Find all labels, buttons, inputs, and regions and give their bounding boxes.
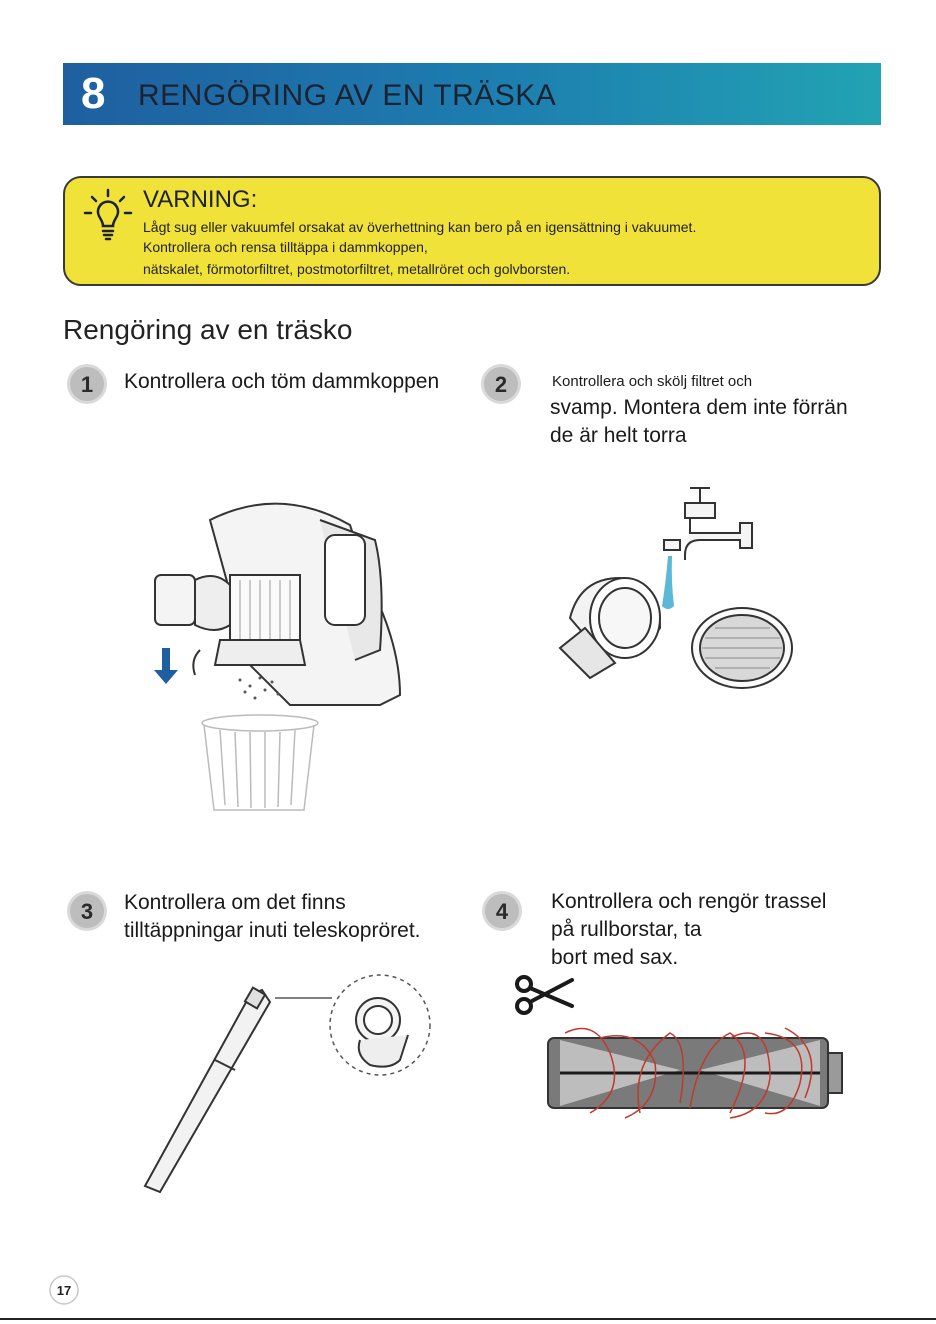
page-bottom-rule xyxy=(0,1318,936,1320)
section-number: 8 xyxy=(81,69,106,118)
step-1-text: Kontrollera och töm dammkoppen xyxy=(124,370,440,393)
warning-box xyxy=(63,176,881,286)
subsection-title: Rengöring av en träsko xyxy=(63,314,353,345)
step-2-text-line-2: svamp. Montera dem inte förrän xyxy=(550,396,848,419)
step-4-text-line-1: Kontrollera och rengör trassel xyxy=(551,890,827,913)
step-3-text-line-2: tilltäppningar inuti teleskopröret. xyxy=(124,919,421,942)
step-4-text-line-3: bort med sax. xyxy=(551,946,679,969)
page-number-badge xyxy=(48,1274,80,1306)
step-2-badge xyxy=(479,362,523,406)
step-4-text-line-2: på rullborstar, ta xyxy=(551,918,702,941)
step-1-badge xyxy=(65,362,109,406)
section-banner xyxy=(63,63,881,125)
telescopic-tube-illustration xyxy=(100,970,440,1200)
warning-line-2: Kontrollera och rensa tilltäppa i dammkoppen, xyxy=(143,239,428,255)
svg-text:3: 3 xyxy=(80,899,94,924)
svg-text:17: 17 xyxy=(56,1283,72,1298)
step-2-text-line-3: de är helt torra xyxy=(550,424,687,447)
water-stream xyxy=(662,556,674,609)
roller-brush-illustration xyxy=(540,1018,850,1128)
svg-text:4: 4 xyxy=(495,899,509,924)
step-2-text-line-1: Kontrollera och skölj filtret och xyxy=(552,373,753,390)
step-3-badge xyxy=(65,889,109,933)
section-title-banner: RENGÖRING AV EN TRÄSKA xyxy=(138,79,557,112)
svg-text:1: 1 xyxy=(80,372,94,397)
filter-rinse-illustration xyxy=(540,478,810,708)
dust-cup-illustration xyxy=(140,480,430,820)
step-3-text-line-1: Kontrollera om det finns xyxy=(124,891,346,914)
warning-line-3: nätskalet, förmotorfiltret, postmotorfiltret, metallröret och golvborsten. xyxy=(143,261,571,277)
warning-line-1: Lågt sug eller vakuumfel orsakat av överhettning kan bero på en igensättning i vakuumet. xyxy=(143,219,697,235)
scissors-icon xyxy=(512,972,576,1016)
lightbulb-icon xyxy=(83,188,133,248)
svg-text:2: 2 xyxy=(494,372,508,397)
step-4-badge xyxy=(480,889,524,933)
warning-title: VARNING: xyxy=(143,186,258,213)
down-arrow-icon xyxy=(154,648,178,684)
